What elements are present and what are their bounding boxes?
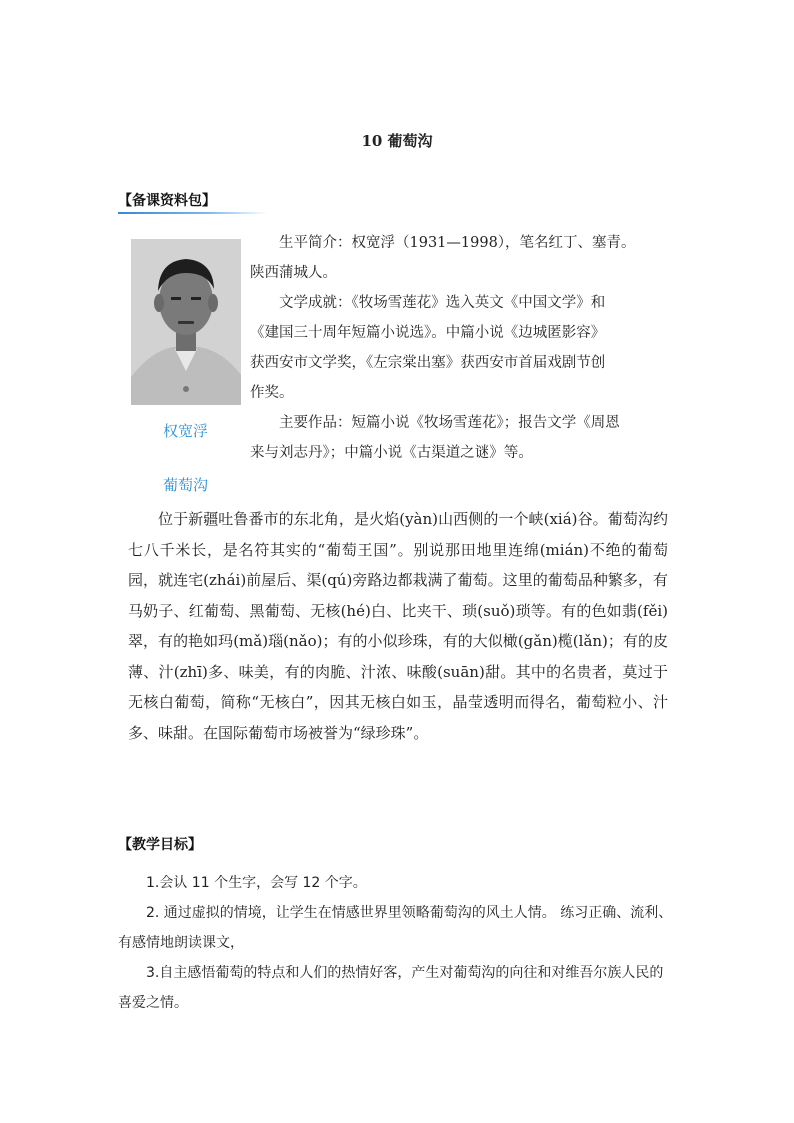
place-label: 葡萄沟 xyxy=(163,476,209,494)
author-portrait xyxy=(131,239,241,405)
goal-item: 2. 通过虚拟的情境，让学生在情感世界里领略葡萄沟的风土人情。 练习正确、流利、有感情地朗读课文， xyxy=(118,905,673,951)
bio-line: 生平简介：权宽浮（1931—1998），笔名红丁、塞青。 xyxy=(279,235,636,251)
goals-list xyxy=(118,868,674,1018)
bio-line: 作奖。 xyxy=(250,385,294,401)
section-heading-goals: 【教学目标】 xyxy=(118,837,202,853)
section-underline xyxy=(118,212,268,214)
bio-line: 获西安市文学奖，《左宗棠出塞》获西安市首届戏剧节创 xyxy=(250,355,606,371)
author-caption: 权宽浮 xyxy=(163,422,209,440)
section-heading-prep: 【备课资料包】 xyxy=(118,193,216,209)
bio-line: 文学成就：《牧场雪莲花》选入英文《中国文学》和 xyxy=(279,295,606,311)
bio-line: 《建国三十周年短篇小说选》。中篇小说《边城匿影容》 xyxy=(250,325,606,341)
bio-line: 来与刘志丹》；中篇小说《古渠道之谜》等。 xyxy=(250,445,533,461)
author-bio xyxy=(250,228,662,468)
bio-line: 主要作品：短篇小说《牧场雪莲花》；报告文学《周恩 xyxy=(279,415,620,431)
page-title: 10 葡萄沟 xyxy=(361,132,433,150)
place-paragraph: 位于新疆吐鲁番市的东北角，是火焰(yàn)山西侧的一个峡(xiá)谷。葡萄沟约七八千米长，是名符其实的“葡萄王国”。别说那田地里连绵(mián)不绝的葡萄园，就连宅(zhái)前屋后、渠(qú)旁路边都栽满了葡萄。这里的葡萄品种繁多，有马奶子、红葡萄、黑葡萄、无核(hé)白、比夹干、琐(suǒ)琐等。有的色如翡(fěi)翠，有的艳如玛(mǎ)瑙(nǎo)；有的小似珍珠，有的大似橄(gǎn)榄(lǎn)；有的皮薄、汁(zhī)多、味美，有的肉脆、汁浓、味酸(suān)甜。其中的名贵者，莫过于无核白葡萄，简称“无核白”，因其无核白如玉，晶莹透明而得名，葡萄粒小、汁多、味甜。在国际葡萄市场被誉为“绿珍珠”。 xyxy=(128,510,668,742)
goal-item: 3.自主感悟葡萄的特点和人们的热情好客，产生对葡萄沟的向往和对维吾尔族人民的喜爱之情。 xyxy=(118,965,664,1011)
goal-item: 1.会认 11 个生字，会写 12 个字。 xyxy=(146,875,367,891)
bio-line: 陕西蒲城人。 xyxy=(250,265,337,281)
